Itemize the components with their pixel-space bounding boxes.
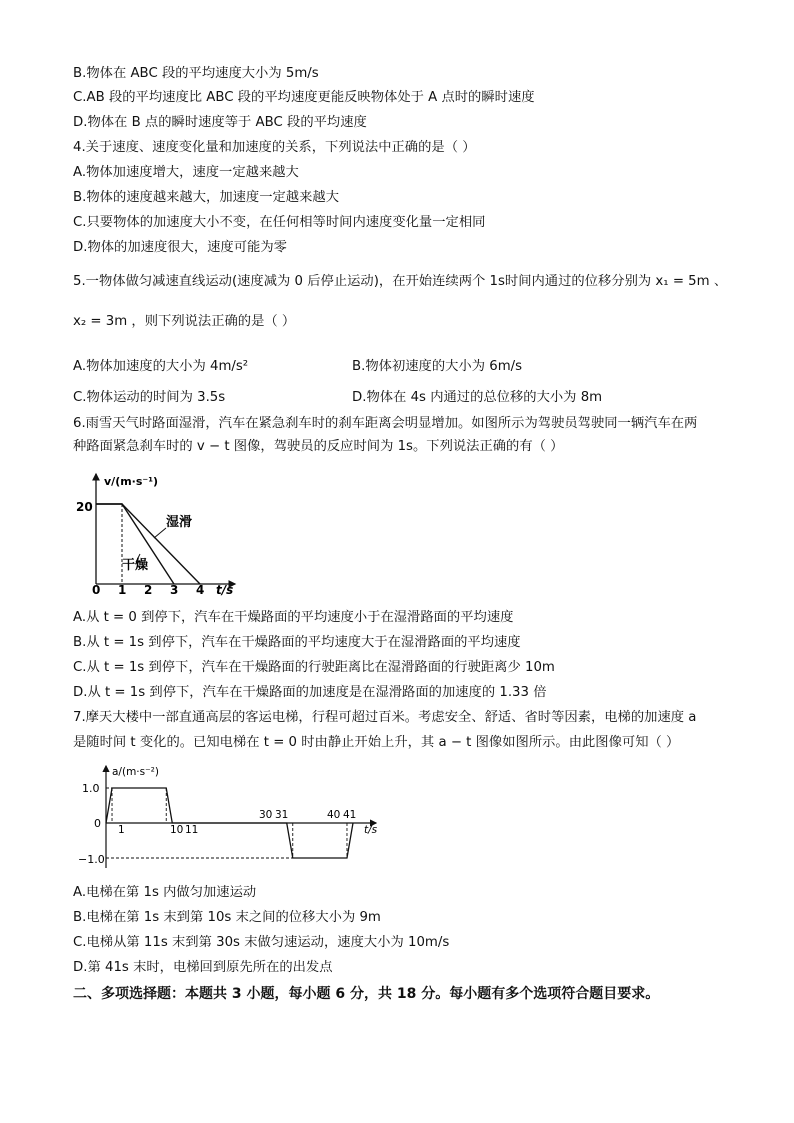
- at-graph: [70, 760, 390, 872]
- q7-option-b: B.电梯在第 1s 末到第 10s 末之间的位移大小为 9m: [73, 910, 381, 925]
- vt-y-label: v/(m·s⁻¹): [104, 475, 159, 488]
- at-y-label: a/(m·s⁻²): [112, 766, 159, 778]
- vt-x-tick-2: 2: [144, 583, 153, 596]
- vt-y-tick: 20: [76, 500, 93, 514]
- q3-option-b: B.物体在 ABC 段的平均速度大小为 5m/s: [73, 66, 319, 81]
- q5-option-d: D.物体在 4s 内通过的总位移的大小为 8m: [352, 390, 603, 405]
- q7-option-d: D.第 41s 末时，电梯回到原先所在的出发点: [73, 960, 333, 975]
- q7-stem-line2: 是随时间 t 变化的。已知电梯在 t = 0 时由静止开始上升，其 a − t 图像如图所示。由此图像可知（ ）: [73, 735, 680, 750]
- q7-stem-line1: 7.摩天大楼中一部直通高层的客运电梯，行程可超过百米。考虑安全、舒适、省时等因素，电梯的加速度 a: [73, 710, 697, 725]
- q3-option-c: C.AB 段的平均速度比 ABC 段的平均速度更能反映物体处于 A 点时的瞬时速度: [73, 90, 535, 105]
- q7-option-c: C.电梯从第 11s 末到第 30s 末做匀速运动，速度大小为 10m/s: [73, 935, 450, 950]
- q4-stem: 4.关于速度、速度变化量和加速度的关系，下列说法中正确的是（ ）: [73, 140, 476, 155]
- vt-legend-dry: 干燥: [122, 558, 149, 573]
- q5-stem-line1: 5.一物体做匀减速直线运动(速度减为 0 后停止运动)，在开始连续两个 1s时间内通过的位移分别为 x₁ = 5m 、: [73, 274, 728, 289]
- q6-stem-line2: 种路面紧急刹车时的 v − t 图像，驾驶员的反应时间为 1s。下列说法正确的有（ ）: [73, 439, 564, 454]
- q3-option-d: D.物体在 B 点的瞬时速度等于 ABC 段的平均速度: [73, 115, 367, 130]
- q6-option-d: D.从 t = 1s 到停下，汽车在干燥路面的加速度是在湿滑路面的加速度的 1.33 倍: [73, 685, 547, 700]
- at-x-tick-11: 11: [185, 824, 199, 836]
- q5-stem-line2: x₂ = 3m ，则下列说法正确的是（ ）: [73, 314, 296, 329]
- q4-option-d: D.物体的加速度很大，速度可能为零: [73, 240, 287, 255]
- at-y-tick-0: 0: [94, 817, 101, 830]
- q4-option-c: C.只要物体的加速度大小不变，在任何相等时间内速度变化量一定相同: [73, 215, 486, 230]
- at-x-tick-40: 40: [327, 809, 341, 821]
- q5-option-a: A.物体加速度的大小为 4m/s²: [73, 359, 249, 374]
- at-x-tick-41: 41: [343, 809, 357, 821]
- q6-option-b: B.从 t = 1s 到停下，汽车在干燥路面的平均速度大于在湿滑路面的平均速度: [73, 635, 521, 650]
- at-x-tick-30: 30: [259, 809, 273, 821]
- at-x-tick-1: 1: [118, 824, 125, 836]
- vt-graph: [70, 468, 250, 596]
- section2-heading: 二、多项选择题：本题共 3 小题，每小题 6 分，共 18 分。每小题有多个选项符合题目要求。: [73, 986, 660, 1002]
- at-y-tick-1: 1.0: [82, 782, 100, 795]
- vt-x-label: t/s: [216, 583, 234, 596]
- at-y-tick-neg: −1.0: [78, 853, 105, 866]
- q7-option-a: A.电梯在第 1s 内做匀加速运动: [73, 885, 257, 900]
- q6-stem-line1: 6.雨雪天气时路面湿滑，汽车在紧急刹车时的刹车距离会明显增加。如图所示为驾驶员驾驶同一辆汽车在两: [73, 416, 698, 431]
- q6-option-a: A.从 t = 0 到停下，汽车在干燥路面的平均速度小于在湿滑路面的平均速度: [73, 610, 514, 625]
- q5-option-b: B.物体初速度的大小为 6m/s: [352, 359, 523, 374]
- vt-wet-pointer: [154, 528, 166, 538]
- vt-x-tick-0: 0: [92, 583, 101, 596]
- q5-option-c: C.物体运动的时间为 3.5s: [73, 390, 226, 405]
- vt-x-tick-4: 4: [196, 583, 205, 596]
- vt-legend-wet: 湿滑: [166, 515, 193, 530]
- q6-option-c: C.从 t = 1s 到停下，汽车在干燥路面的行驶距离比在湿滑路面的行驶距离少 10m: [73, 660, 555, 675]
- at-x-tick-31: 31: [275, 809, 289, 821]
- vt-x-tick-1: 1: [118, 583, 127, 596]
- at-x-label: t/s: [364, 824, 378, 836]
- q4-option-b: B.物体的速度越来越大，加速度一定越来越大: [73, 190, 339, 205]
- q4-option-a: A.物体加速度增大，速度一定越来越大: [73, 165, 299, 180]
- at-x-tick-10: 10: [170, 824, 184, 836]
- vt-x-tick-3: 3: [170, 583, 179, 596]
